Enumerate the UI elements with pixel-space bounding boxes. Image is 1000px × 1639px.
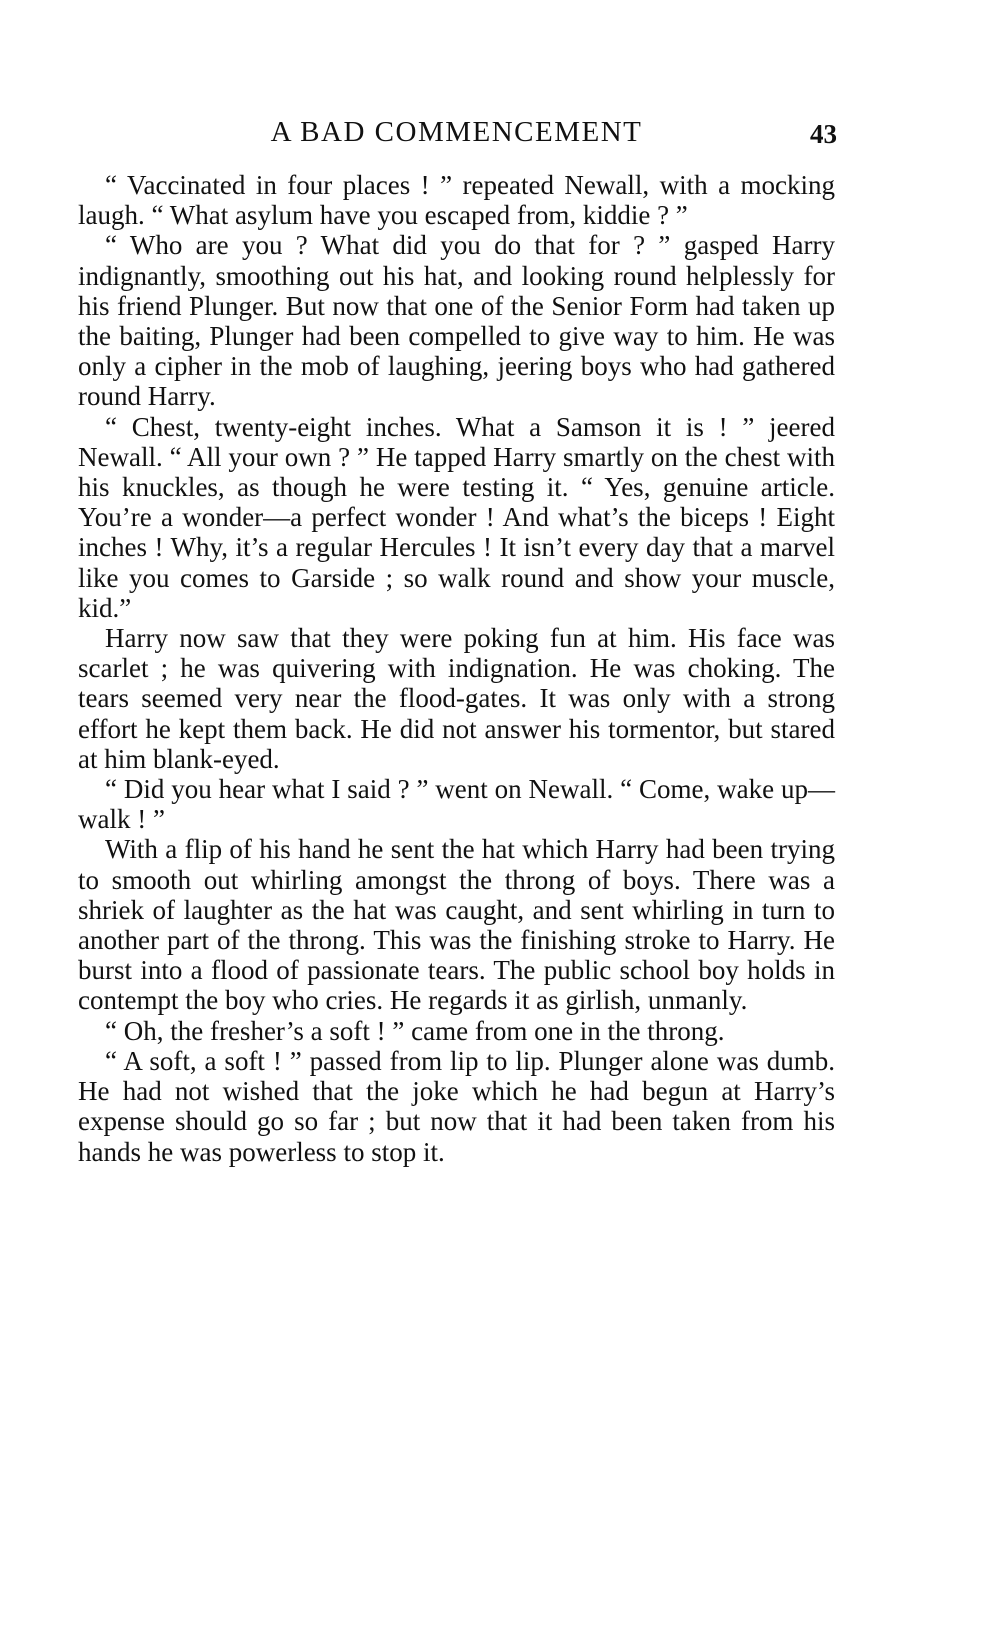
paragraph: With a flip of his hand he sent the hat which Harry had been trying to smooth out whirling amongst the throng of boys. There was a shriek of laughter as the hat was caught, and sent whirling in turn to another part of the throng. This was the finishing stroke to Harry. He burst into a flood of passionate tears. The public school boy holds in contempt the boy who cries. He regards it as girlish, unmanly. <box>78 834 835 1016</box>
paragraph: “ Chest, twenty-eight inches. What a Samson it is ! ” jeered Newall. “ All your own ? ” He tapped Harry smartly on the chest with his knuckles, as though he were testing it. “ Yes, genuine article. You’re a wonder—a perfect wonder ! And what’s the biceps ! Eight inches ! Why, it’s a regular Hercules ! It isn’t every day that a marvel like you comes to Garside ; so walk round and show your muscle, kid.” <box>78 411 835 623</box>
page-header <box>78 112 835 152</box>
page-number: 43 <box>810 119 837 149</box>
paragraph: “ Oh, the fresher’s a soft ! ” came from one in the throng. <box>105 1015 725 1046</box>
paragraph: “ Did you hear what I said ? ” went on Newall. “ Come, wake up—walk ! ” <box>78 774 835 835</box>
body-text <box>78 170 835 1167</box>
paragraph: “ A soft, a soft ! ” passed from lip to lip. Plunger alone was dumb. He had not wished that the joke which he had begun at Harry’s expense should go so far ; but now that it had been taken from his hands he was powerless to stop it. <box>78 1045 835 1167</box>
paragraph: “ Vaccinated in four places ! ” repeated Newall, with a mocking laugh. “ What asylum have you escaped from, kiddie ? ” <box>78 170 835 231</box>
paragraph: “ Who are you ? What did you do that for ? ” gasped Harry indignantly, smoothing out his hat, and looking round helplessly for his friend Plunger. But now that one of the Senior Form had taken up the baiting, Plunger had been compelled to give way to him. He was only a cipher in the mob of laughing, jeering boys who had gathered round Harry. <box>78 230 835 412</box>
running-title: A BAD COMMENCEMENT <box>270 116 643 148</box>
paragraph: Harry now saw that they were poking fun at him. His face was scarlet ; he was quivering with indignation. He was choking. The tears seemed very near the flood-gates. It was only with a strong effort he kept them back. He did not answer his tormentor, but stared at him blank-eyed. <box>78 623 835 774</box>
